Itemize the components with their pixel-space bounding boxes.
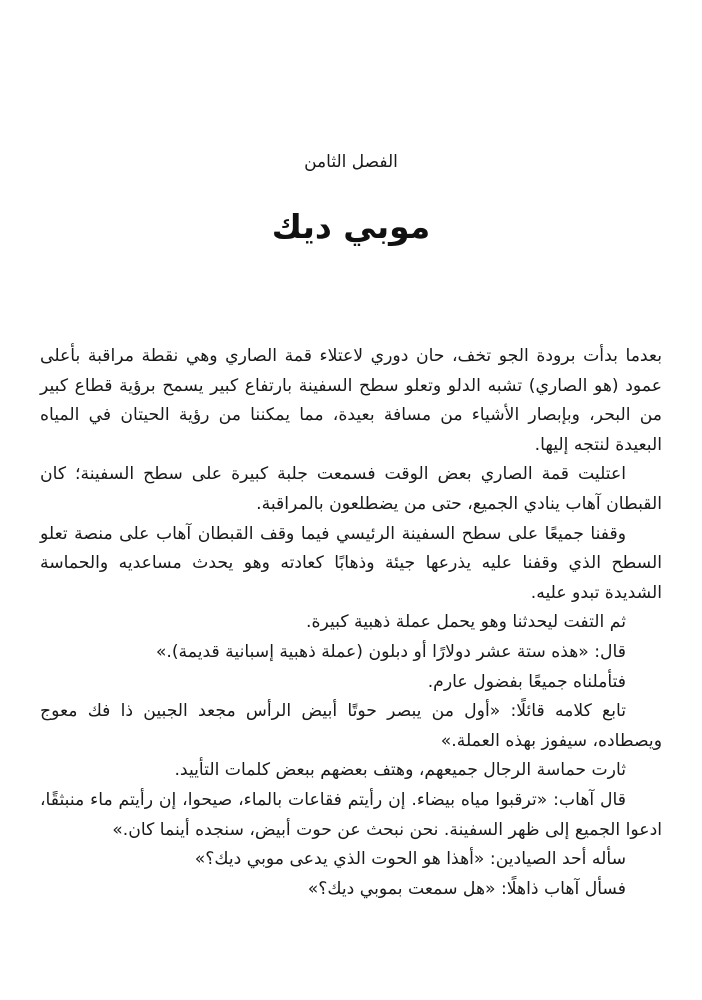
paragraph: بعدما بدأت برودة الجو تخف، حان دوري لاعتلاء قمة الصاري وهي نقطة مراقبة بأعلى عمود (هو الصاري) تشبه الدلو وتعلو سطح السفينة بارتفاع كبير يسمح برؤية قطاع كبير من البحر، وبإبصار الأشياء من مسافة بعيدة، مما يمكننا من رؤية الحيتان في المياه البعيدة لنتجه إليها. xyxy=(40,346,662,455)
paragraph: ثارت حماسة الرجال جميعهم، وهتف بعضهم ببعض كلمات التأييد. xyxy=(174,760,626,781)
paragraph: ثم التفت ليحدثنا وهو يحمل عملة ذهبية كبيرة. xyxy=(306,612,626,633)
paragraph: سأله أحد الصيادين: «أهذا هو الحوت الذي يدعى موبي ديك؟» xyxy=(194,849,626,870)
chapter-body xyxy=(40,342,662,904)
paragraph: فتأملناه جميعًا بفضول عارم. xyxy=(427,671,626,692)
paragraph: قال: «هذه ستة عشر دولارًا أو دبلون (عملة ذهبية إسبانية قديمة).» xyxy=(155,641,626,662)
chapter-title: موبي ديك xyxy=(271,207,431,246)
chapter-label: الفصل الثامن xyxy=(304,152,398,172)
paragraph: تابع كلامه قائلًا: «أول من يبصر حوتًا أبيض الرأس مجعد الجبين ذا فك معوج ويصطاده، سيفوز بهذه العملة.» xyxy=(40,701,662,751)
paragraph: وقفنا جميعًا على سطح السفينة الرئيسي فيما وقف القبطان آهاب على منصة تعلو السطح الذي وقفنا عليه يذرعها جيئة وذهابًا كعادته وهو يحدث مساعديه والحماسة الشديدة تبدو عليه. xyxy=(40,523,662,603)
paragraph: اعتليت قمة الصاري بعض الوقت فسمعت جلبة كبيرة على سطح السفينة؛ كان القبطان آهاب ينادي الجميع، حتى من يضطلعون بالمراقبة. xyxy=(40,464,662,514)
paragraph: فسأل آهاب ذاهلًا: «هل سمعت بموبي ديك؟» xyxy=(307,878,626,899)
paragraph: قال آهاب: «ترقبوا مياه بيضاء. إن رأيتم فقاعات بالماء، صيحوا، إن رأيتم ماء منبثقًا، ادعوا الجميع إلى ظهر السفينة. نحن نبحث عن حوت أبيض، سنجده أينما كان.» xyxy=(40,789,662,840)
